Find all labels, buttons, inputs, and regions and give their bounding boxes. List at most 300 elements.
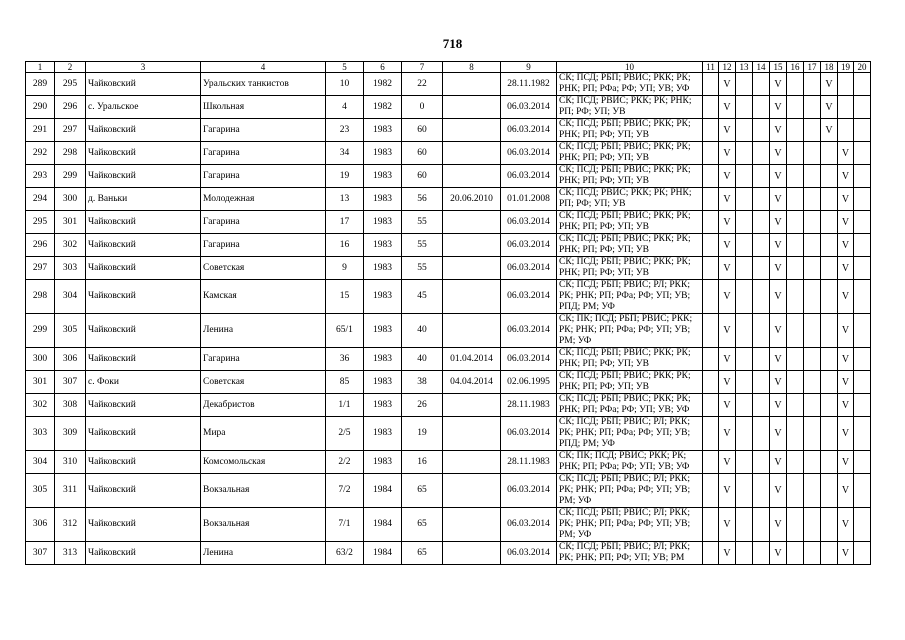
check-mark-col-12: V — [719, 257, 736, 280]
cell-col-7: 26 — [402, 394, 443, 417]
check-mark-col-12: V — [719, 165, 736, 188]
check-mark-col-14 — [753, 188, 770, 211]
check-mark-col-13 — [736, 96, 753, 119]
check-mark-col-16 — [787, 371, 804, 394]
check-mark-col-12: V — [719, 142, 736, 165]
cell-col-2: 299 — [55, 165, 86, 188]
cell-col-7: 55 — [402, 257, 443, 280]
cell-col-7: 65 — [402, 542, 443, 565]
check-mark-col-17 — [804, 508, 821, 542]
check-mark-col-12: V — [719, 188, 736, 211]
cell-col-9: 06.03.2014 — [501, 508, 557, 542]
check-mark-col-13 — [736, 542, 753, 565]
cell-col-4: Камская — [201, 280, 326, 314]
check-mark-col-15: V — [770, 542, 787, 565]
column-header-16: 16 — [787, 62, 804, 73]
check-mark-col-17 — [804, 451, 821, 474]
check-mark-col-12: V — [719, 96, 736, 119]
check-mark-col-20 — [854, 451, 871, 474]
check-mark-col-18 — [821, 165, 838, 188]
check-mark-col-18 — [821, 314, 838, 348]
table-row — [26, 417, 871, 451]
check-mark-col-12: V — [719, 211, 736, 234]
cell-col-4: Вокзальная — [201, 474, 326, 508]
check-mark-col-11 — [703, 211, 719, 234]
cell-col-8: 04.04.2014 — [443, 371, 501, 394]
check-mark-col-20 — [854, 211, 871, 234]
cell-col-1: 297 — [26, 257, 55, 280]
cell-col-1: 298 — [26, 280, 55, 314]
cell-col-6: 1983 — [364, 451, 402, 474]
column-header-2: 2 — [55, 62, 86, 73]
cell-col-10: СК; ПСД; РВИС; РКК; РК; РНК; РП; РФ; УП; УВ — [557, 188, 703, 211]
cell-col-5: 16 — [326, 234, 364, 257]
check-mark-col-18 — [821, 188, 838, 211]
cell-col-4: Советская — [201, 257, 326, 280]
check-mark-col-13 — [736, 257, 753, 280]
cell-col-8 — [443, 314, 501, 348]
cell-col-1: 303 — [26, 417, 55, 451]
column-header-12: 12 — [719, 62, 736, 73]
check-mark-col-11 — [703, 73, 719, 96]
check-mark-col-11 — [703, 451, 719, 474]
cell-col-6: 1983 — [364, 119, 402, 142]
column-header-17: 17 — [804, 62, 821, 73]
check-mark-col-15: V — [770, 165, 787, 188]
check-mark-col-16 — [787, 165, 804, 188]
check-mark-col-17 — [804, 96, 821, 119]
cell-col-8 — [443, 474, 501, 508]
check-mark-col-15: V — [770, 234, 787, 257]
cell-col-5: 13 — [326, 188, 364, 211]
cell-col-1: 302 — [26, 394, 55, 417]
cell-col-2: 304 — [55, 280, 86, 314]
check-mark-col-16 — [787, 188, 804, 211]
cell-col-3: Чайковский — [86, 119, 201, 142]
cell-col-4: Гагарина — [201, 165, 326, 188]
cell-col-6: 1984 — [364, 474, 402, 508]
check-mark-col-19 — [838, 73, 854, 96]
cell-col-5: 23 — [326, 119, 364, 142]
check-mark-col-16 — [787, 314, 804, 348]
check-mark-col-19: V — [838, 280, 854, 314]
cell-col-3: Чайковский — [86, 394, 201, 417]
check-mark-col-17 — [804, 474, 821, 508]
cell-col-6: 1983 — [364, 165, 402, 188]
cell-col-4: Ленина — [201, 314, 326, 348]
check-mark-col-13 — [736, 348, 753, 371]
check-mark-col-19: V — [838, 257, 854, 280]
cell-col-8 — [443, 73, 501, 96]
cell-col-5: 65/1 — [326, 314, 364, 348]
cell-col-10: СК; ПСД; РБП; РВИС; РЛ; РКК; РК; РНК; РП; РФа; РФ; УП; УВ; РМ; УФ — [557, 508, 703, 542]
check-mark-col-12: V — [719, 474, 736, 508]
cell-col-7: 60 — [402, 142, 443, 165]
check-mark-col-16 — [787, 451, 804, 474]
check-mark-col-14 — [753, 211, 770, 234]
cell-col-2: 300 — [55, 188, 86, 211]
check-mark-col-18 — [821, 474, 838, 508]
check-mark-col-18 — [821, 451, 838, 474]
check-mark-col-17 — [804, 348, 821, 371]
cell-col-4: Гагарина — [201, 234, 326, 257]
check-mark-col-15: V — [770, 211, 787, 234]
column-header-14: 14 — [753, 62, 770, 73]
table-row — [26, 542, 871, 565]
cell-col-7: 16 — [402, 451, 443, 474]
check-mark-col-20 — [854, 348, 871, 371]
cell-col-10: СК; ПСД; РБП; РВИС; РЛ; РКК; РК; РНК; РП; РФа; РФ; УП; УВ; РПД; РМ; УФ — [557, 280, 703, 314]
cell-col-7: 60 — [402, 165, 443, 188]
cell-col-7: 65 — [402, 508, 443, 542]
check-mark-col-11 — [703, 542, 719, 565]
cell-col-1: 290 — [26, 96, 55, 119]
page-number: 718 — [442, 36, 463, 51]
cell-col-9: 06.03.2014 — [501, 257, 557, 280]
check-mark-col-20 — [854, 314, 871, 348]
check-mark-col-13 — [736, 314, 753, 348]
check-mark-col-17 — [804, 165, 821, 188]
cell-col-6: 1983 — [364, 142, 402, 165]
column-header-5: 5 — [326, 62, 364, 73]
check-mark-col-17 — [804, 542, 821, 565]
cell-col-1: 305 — [26, 474, 55, 508]
check-mark-col-18 — [821, 257, 838, 280]
cell-col-3: Чайковский — [86, 234, 201, 257]
check-mark-col-20 — [854, 394, 871, 417]
cell-col-10: СК; ПСД; РБП; РВИС; РКК; РК; РНК; РП; РФ; УП; УВ — [557, 371, 703, 394]
cell-col-4: Молодежная — [201, 188, 326, 211]
check-mark-col-19: V — [838, 165, 854, 188]
cell-col-3: Чайковский — [86, 542, 201, 565]
check-mark-col-12: V — [719, 394, 736, 417]
cell-col-8 — [443, 280, 501, 314]
check-mark-col-20 — [854, 474, 871, 508]
check-mark-col-11 — [703, 417, 719, 451]
cell-col-3: Чайковский — [86, 257, 201, 280]
cell-col-10: СК; ПСД; РБП; РВИС; РКК; РК; РНК; РП; РФ; УП; УВ — [557, 234, 703, 257]
table-row — [26, 96, 871, 119]
check-mark-col-17 — [804, 188, 821, 211]
cell-col-10: СК; ПСД; РБП; РВИС; РКК; РК; РНК; РП; РФ; УП; УВ — [557, 348, 703, 371]
cell-col-3: Чайковский — [86, 280, 201, 314]
cell-col-6: 1983 — [364, 211, 402, 234]
check-mark-col-19: V — [838, 371, 854, 394]
cell-col-2: 298 — [55, 142, 86, 165]
check-mark-col-12: V — [719, 348, 736, 371]
cell-col-3: Чайковский — [86, 165, 201, 188]
check-mark-col-20 — [854, 508, 871, 542]
cell-col-7: 22 — [402, 73, 443, 96]
check-mark-col-19: V — [838, 348, 854, 371]
check-mark-col-17 — [804, 257, 821, 280]
check-mark-col-18 — [821, 394, 838, 417]
check-mark-col-14 — [753, 165, 770, 188]
check-mark-col-20 — [854, 119, 871, 142]
check-mark-col-15: V — [770, 314, 787, 348]
check-mark-col-17 — [804, 394, 821, 417]
check-mark-col-20 — [854, 257, 871, 280]
table-row — [26, 234, 871, 257]
cell-col-9: 28.11.1983 — [501, 451, 557, 474]
cell-col-9: 06.03.2014 — [501, 348, 557, 371]
cell-col-3: с. Уральское — [86, 96, 201, 119]
cell-col-7: 19 — [402, 417, 443, 451]
cell-col-7: 45 — [402, 280, 443, 314]
cell-col-5: 2/2 — [326, 451, 364, 474]
check-mark-col-18: V — [821, 96, 838, 119]
cell-col-8 — [443, 142, 501, 165]
cell-col-9: 06.03.2014 — [501, 119, 557, 142]
check-mark-col-11 — [703, 314, 719, 348]
cell-col-1: 304 — [26, 451, 55, 474]
check-mark-col-16 — [787, 73, 804, 96]
cell-col-7: 56 — [402, 188, 443, 211]
check-mark-col-15: V — [770, 188, 787, 211]
check-mark-col-20 — [854, 280, 871, 314]
check-mark-col-20 — [854, 417, 871, 451]
check-mark-col-16 — [787, 280, 804, 314]
cell-col-6: 1983 — [364, 348, 402, 371]
column-header-19: 19 — [838, 62, 854, 73]
check-mark-col-18 — [821, 234, 838, 257]
check-mark-col-13 — [736, 165, 753, 188]
cell-col-9: 06.03.2014 — [501, 96, 557, 119]
check-mark-col-11 — [703, 188, 719, 211]
check-mark-col-16 — [787, 474, 804, 508]
cell-col-5: 19 — [326, 165, 364, 188]
check-mark-col-14 — [753, 234, 770, 257]
header-row — [26, 62, 871, 73]
check-mark-col-11 — [703, 257, 719, 280]
check-mark-col-16 — [787, 119, 804, 142]
check-mark-col-11 — [703, 474, 719, 508]
cell-col-8 — [443, 542, 501, 565]
table-row — [26, 142, 871, 165]
cell-col-2: 313 — [55, 542, 86, 565]
cell-col-6: 1983 — [364, 394, 402, 417]
cell-col-6: 1983 — [364, 188, 402, 211]
cell-col-4: Декабристов — [201, 394, 326, 417]
cell-col-4: Гагарина — [201, 211, 326, 234]
cell-col-5: 1/1 — [326, 394, 364, 417]
cell-col-2: 307 — [55, 371, 86, 394]
cell-col-1: 301 — [26, 371, 55, 394]
cell-col-3: Чайковский — [86, 474, 201, 508]
check-mark-col-19: V — [838, 394, 854, 417]
cell-col-6: 1983 — [364, 314, 402, 348]
cell-col-7: 40 — [402, 348, 443, 371]
cell-col-9: 06.03.2014 — [501, 165, 557, 188]
cell-col-8 — [443, 508, 501, 542]
check-mark-col-15: V — [770, 371, 787, 394]
column-header-1: 1 — [26, 62, 55, 73]
check-mark-col-15: V — [770, 96, 787, 119]
cell-col-4: Ленина — [201, 542, 326, 565]
cell-col-8 — [443, 119, 501, 142]
check-mark-col-14 — [753, 474, 770, 508]
check-mark-col-19: V — [838, 142, 854, 165]
cell-col-5: 9 — [326, 257, 364, 280]
cell-col-6: 1983 — [364, 417, 402, 451]
check-mark-col-13 — [736, 508, 753, 542]
check-mark-col-13 — [736, 142, 753, 165]
check-mark-col-13 — [736, 417, 753, 451]
cell-col-3: Чайковский — [86, 508, 201, 542]
cell-col-2: 295 — [55, 73, 86, 96]
cell-col-1: 294 — [26, 188, 55, 211]
check-mark-col-19: V — [838, 474, 854, 508]
check-mark-col-17 — [804, 142, 821, 165]
cell-col-9: 06.03.2014 — [501, 314, 557, 348]
cell-col-2: 308 — [55, 394, 86, 417]
check-mark-col-14 — [753, 508, 770, 542]
cell-col-2: 302 — [55, 234, 86, 257]
check-mark-col-19: V — [838, 542, 854, 565]
check-mark-col-12: V — [719, 417, 736, 451]
check-mark-col-14 — [753, 371, 770, 394]
cell-col-8 — [443, 165, 501, 188]
cell-col-1: 307 — [26, 542, 55, 565]
check-mark-col-15: V — [770, 508, 787, 542]
check-mark-col-19: V — [838, 417, 854, 451]
cell-col-2: 311 — [55, 474, 86, 508]
cell-col-9: 01.01.2008 — [501, 188, 557, 211]
check-mark-col-16 — [787, 542, 804, 565]
check-mark-col-11 — [703, 280, 719, 314]
check-mark-col-15: V — [770, 73, 787, 96]
check-mark-col-13 — [736, 73, 753, 96]
table-row — [26, 508, 871, 542]
cell-col-9: 28.11.1983 — [501, 394, 557, 417]
cell-col-5: 2/5 — [326, 417, 364, 451]
cell-col-9: 28.11.1982 — [501, 73, 557, 96]
cell-col-9: 06.03.2014 — [501, 280, 557, 314]
cell-col-4: Гагарина — [201, 348, 326, 371]
check-mark-col-14 — [753, 451, 770, 474]
cell-col-4: Школьная — [201, 96, 326, 119]
check-mark-col-19: V — [838, 508, 854, 542]
cell-col-8: 20.06.2010 — [443, 188, 501, 211]
check-mark-col-16 — [787, 211, 804, 234]
cell-col-10: СК; ПСД; РБП; РВИС; РЛ; РКК; РК; РНК; РП; РФа; РФ; УП; УВ; РМ; УФ — [557, 474, 703, 508]
check-mark-col-15: V — [770, 451, 787, 474]
check-mark-col-19 — [838, 96, 854, 119]
cell-col-5: 15 — [326, 280, 364, 314]
cell-col-9: 06.03.2014 — [501, 542, 557, 565]
check-mark-col-15: V — [770, 394, 787, 417]
check-mark-col-17 — [804, 234, 821, 257]
cell-col-7: 40 — [402, 314, 443, 348]
cell-col-7: 65 — [402, 474, 443, 508]
cell-col-1: 306 — [26, 508, 55, 542]
cell-col-1: 291 — [26, 119, 55, 142]
check-mark-col-14 — [753, 394, 770, 417]
check-mark-col-16 — [787, 417, 804, 451]
table-row — [26, 165, 871, 188]
cell-col-6: 1982 — [364, 96, 402, 119]
check-mark-col-13 — [736, 371, 753, 394]
cell-col-5: 34 — [326, 142, 364, 165]
column-header-4: 4 — [201, 62, 326, 73]
check-mark-col-14 — [753, 96, 770, 119]
cell-col-4: Вокзальная — [201, 508, 326, 542]
check-mark-col-20 — [854, 142, 871, 165]
cell-col-2: 309 — [55, 417, 86, 451]
cell-col-3: Чайковский — [86, 211, 201, 234]
cell-col-5: 36 — [326, 348, 364, 371]
check-mark-col-19: V — [838, 211, 854, 234]
cell-col-4: Мира — [201, 417, 326, 451]
check-mark-col-13 — [736, 211, 753, 234]
cell-col-1: 292 — [26, 142, 55, 165]
check-mark-col-13 — [736, 451, 753, 474]
cell-col-4: Гагарина — [201, 119, 326, 142]
table-row — [26, 188, 871, 211]
check-mark-col-18 — [821, 280, 838, 314]
check-mark-col-16 — [787, 508, 804, 542]
cell-col-1: 296 — [26, 234, 55, 257]
column-header-18: 18 — [821, 62, 838, 73]
check-mark-col-14 — [753, 119, 770, 142]
check-mark-col-12: V — [719, 542, 736, 565]
check-mark-col-20 — [854, 188, 871, 211]
cell-col-8 — [443, 96, 501, 119]
cell-col-5: 85 — [326, 371, 364, 394]
table-row — [26, 280, 871, 314]
check-mark-col-18 — [821, 371, 838, 394]
table-row — [26, 257, 871, 280]
cell-col-5: 4 — [326, 96, 364, 119]
check-mark-col-11 — [703, 394, 719, 417]
check-mark-col-12: V — [719, 371, 736, 394]
check-mark-col-20 — [854, 73, 871, 96]
cell-col-10: СК; ПСД; РБП; РВИС; РЛ; РКК; РК; РНК; РП; РФа; РФ; УП; УВ; РПД; РМ; УФ — [557, 417, 703, 451]
check-mark-col-12: V — [719, 280, 736, 314]
cell-col-3: Чайковский — [86, 142, 201, 165]
cell-col-10: СК; ПСД; РБП; РВИС; РКК; РК; РНК; РП; РФ; УП; УВ — [557, 142, 703, 165]
check-mark-col-14 — [753, 280, 770, 314]
check-mark-col-11 — [703, 508, 719, 542]
cell-col-1: 289 — [26, 73, 55, 96]
check-mark-col-20 — [854, 96, 871, 119]
cell-col-4: Гагарина — [201, 142, 326, 165]
check-mark-col-13 — [736, 119, 753, 142]
column-header-20: 20 — [854, 62, 871, 73]
cell-col-10: СК; ПСД; РБП; РВИС; РКК; РК; РНК; РП; РФ; УП; УВ — [557, 119, 703, 142]
check-mark-col-18 — [821, 348, 838, 371]
check-mark-col-16 — [787, 394, 804, 417]
cell-col-2: 297 — [55, 119, 86, 142]
check-mark-col-14 — [753, 142, 770, 165]
table-row — [26, 394, 871, 417]
table-row — [26, 314, 871, 348]
check-mark-col-19 — [838, 119, 854, 142]
cell-col-2: 305 — [55, 314, 86, 348]
cell-col-1: 299 — [26, 314, 55, 348]
check-mark-col-12: V — [719, 234, 736, 257]
check-mark-col-11 — [703, 119, 719, 142]
check-mark-col-17 — [804, 417, 821, 451]
check-mark-col-16 — [787, 96, 804, 119]
cell-col-2: 303 — [55, 257, 86, 280]
cell-col-7: 0 — [402, 96, 443, 119]
cell-col-4: Уральских танкистов — [201, 73, 326, 96]
cell-col-5: 17 — [326, 211, 364, 234]
cell-col-3: с. Фоки — [86, 371, 201, 394]
cell-col-9: 06.03.2014 — [501, 474, 557, 508]
cell-col-7: 55 — [402, 211, 443, 234]
